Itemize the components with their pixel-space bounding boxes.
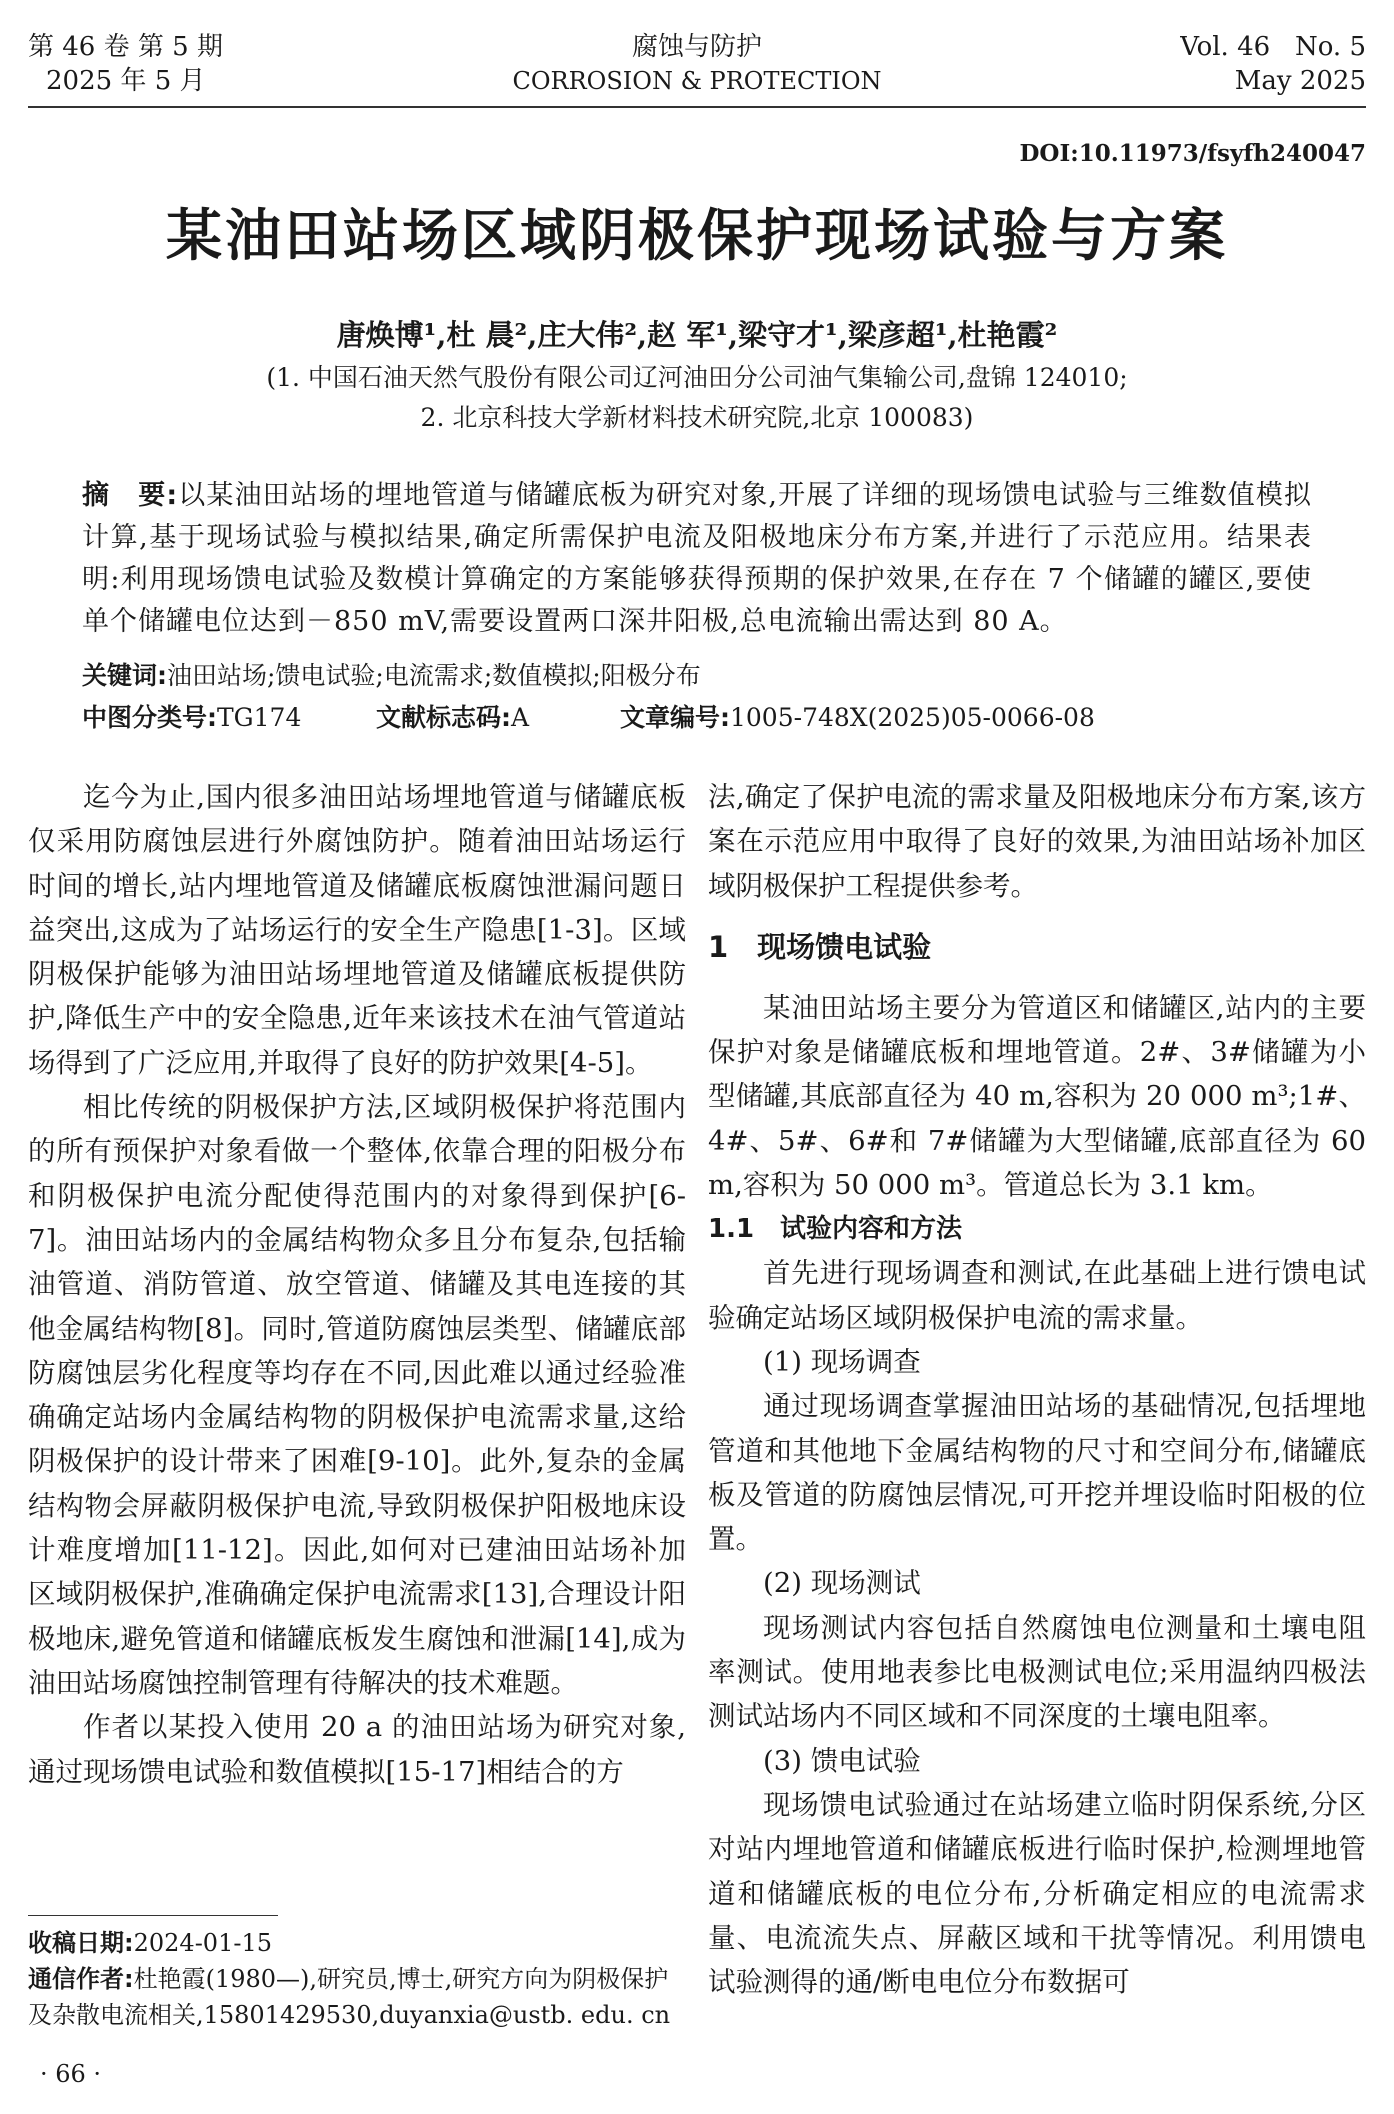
- doi[interactable]: DOI:10.11973/fsyfh240047: [1019, 140, 1366, 167]
- body-paragraph: 首先进行现场调查和测试,在此基础上进行馈电试验确定站场区域阴极保护电流的需求量。: [708, 1257, 1366, 1334]
- article-title: 某油田站场区域阴极保护现场试验与方案: [166, 204, 1228, 269]
- header-volume: [28, 30, 223, 98]
- footnote-divider: [28, 1915, 278, 1916]
- left-column: [28, 775, 686, 1794]
- abstract: [82, 475, 1312, 643]
- body-paragraph: 相比传统的阴极保护方法,区域阴极保护将范围内的所有预保护对象看做一个整体,依靠合理的阳极分布和阴极保护电流分配使得范围内的对象得到保护[6-7]。油田站场内的金属结构物众多且分布复杂,包括输油管道、消防管道、放空管道、储罐及其电连接的其他金属结构物[8]。同时,管道防腐蚀层类型、储罐底部防腐蚀层劣化程度等均存在不同,因此难以通过经验准确确定站场内金属结构物的阴极保护电流需求量,这给阴极保护的设计带来了困难[9-10]。此外,复杂的金属结构物会屏蔽阴极保护电流,导致阴极保护阳极地床设计难度增加[11-12]。因此,如何对已建油田站场补加区域阴极保护,准确确定保护电流需求[13],合理设计阳极地床,避免管道和储罐底板发生腐蚀和泄漏[14],成为油田站场腐蚀控制管理有待解决的技术难题。: [28, 1091, 686, 1699]
- header-volume-en: [1180, 30, 1366, 98]
- subsection-heading: 1.1 试验内容和方法: [708, 1214, 963, 1245]
- journal-name-en: CORROSION & PROTECTION: [512, 67, 882, 95]
- received-value: 2024-01-15: [133, 1929, 272, 1957]
- classification-row: [82, 698, 301, 734]
- header-date-en: May 2025: [1234, 66, 1366, 96]
- received-label: 收稿日期:: [28, 1929, 134, 1957]
- header-volume-issue: 第 46 卷 第 5 期: [28, 32, 223, 62]
- affiliation-line-2: 2. 北京科技大学新材料技术研究院,北京 100083): [420, 403, 974, 432]
- abstract-text: 以某油田站场的埋地管道与储罐底板为研究对象,开展了详细的现场馈电试验与三维数值模拟计算,基于现场试验与模拟结果,确定所需保护电流及阳极地床分布方案,并进行了示范应用。结果表明:利用现场馈电试验及数模计算确定的方案能够获得预期的保护效果,在存在 7 个储罐的罐区,要使单个储罐电位达到－850 mV,需要设置两口深井阳极,总电流输出需达到 80 A。: [82, 480, 1312, 637]
- footnote: [28, 1925, 688, 2033]
- body-paragraph: 现场馈电试验通过在站场建立临时阴保系统,分区对站内埋地管道和储罐底板进行临时保护,检测埋地管道和储罐底板的电位分布,分析确定相应的电流需求量、电流流失点、屏蔽区域和干扰等情况。利用馈电试验测得的通/断电电位分布数据可: [708, 1788, 1366, 1999]
- body-paragraph: 现场测试内容包括自然腐蚀电位测量和土壤电阻率测试。使用地表参比电极测试电位;采用温纳四极法测试站场内不同区域和不同深度的土壤电阻率。: [708, 1611, 1366, 1733]
- clc-value: TG174: [217, 703, 302, 732]
- received-date: [28, 1925, 688, 1961]
- doc-code: [376, 698, 529, 734]
- section-heading: 1 现场馈电试验: [708, 929, 932, 964]
- article-number-label: 文章编号:: [620, 703, 730, 732]
- corresponding-label: 通信作者:: [28, 1965, 134, 1993]
- author-list: 唐焕博¹,杜 晨²,庄大伟²,赵 军¹,梁守才¹,梁彦超¹,杜艳霞²: [336, 318, 1058, 352]
- header-date: 2025 年 5 月: [46, 66, 206, 96]
- article-number: [620, 698, 1095, 734]
- body-paragraph: 某油田站场主要分为管道区和储罐区,站内的主要保护对象是储罐底板和埋地管道。2#、3#储罐为小型储罐,其底部直径为 40 m,容积为 20 000 m³;1#、4#、5#、6#和 7#储罐为大型储罐,底部直径为 60 m,容积为 50 000 m³。管道总长为 3.1 km。: [708, 991, 1366, 1202]
- header-volume-issue-en: Vol. 46 No. 5: [1180, 32, 1366, 62]
- doc-code-value: A: [511, 703, 530, 732]
- body-paragraph: 迄今为止,国内很多油田站场埋地管道与储罐底板仅采用防腐蚀层进行外腐蚀防护。随着油田站场运行时间的增长,站内埋地管道及储罐底板腐蚀泄漏问题日益突出,这成为了站场运行的安全生产隐患[1-3]。区域阴极保护能够为油田站场埋地管道及储罐底板提供防护,降低生产中的安全隐患,近年来该技术在油气管道站场得到了广泛应用,并取得了良好的防护效果[4-5]。: [28, 781, 686, 1079]
- step-heading: (3) 馈电试验: [763, 1744, 921, 1777]
- body-paragraph: 作者以某投入使用 20 a 的油田站场为研究对象,通过现场馈电试验和数值模拟[15-17]相结合的方: [28, 1711, 686, 1788]
- page-number: · 66 ·: [40, 2060, 102, 2088]
- corresponding-author: [28, 1961, 688, 2033]
- affiliation-line-1: (1. 中国石油天然气股份有限公司辽河油田分公司油气集输公司,盘锦 124010;: [266, 363, 1128, 392]
- keywords-label: 关键词:: [82, 661, 167, 690]
- body-paragraph: 法,确定了保护电流的需求量及阳极地床分布方案,该方案在示范应用中取得了良好的效果,为油田站场补加区域阴极保护工程提供参考。: [708, 781, 1366, 902]
- header-journal: [447, 30, 947, 98]
- journal-name-cn: 腐蚀与防护: [631, 32, 762, 62]
- right-column: [708, 775, 1366, 2004]
- keywords: [82, 656, 701, 692]
- article-number-value: 1005-748X(2025)05-0066-08: [730, 703, 1095, 732]
- clc-label: 中图分类号:: [82, 703, 217, 732]
- body-paragraph: 通过现场调查掌握油田站场的基础情况,包括埋地管道和其他地下金属结构物的尺寸和空间分布,储罐底板及管道的防腐蚀层情况,可开挖并埋设临时阳极的位置。: [708, 1390, 1366, 1556]
- corresponding-value: 杜艳霞(1980—),研究员,博士,研究方向为阴极保护及杂散电流相关,15801429530,duyanxia@ustb. edu. cn: [28, 1965, 671, 2029]
- step-heading: (2) 现场测试: [763, 1567, 921, 1600]
- abstract-label: 摘 要:: [82, 480, 179, 511]
- doc-code-label: 文献标志码:: [376, 703, 511, 732]
- step-heading: (1) 现场调查: [763, 1345, 921, 1378]
- header-divider: [28, 106, 1366, 108]
- keywords-text: 油田站场;馈电试验;电流需求;数值模拟;阳极分布: [167, 661, 701, 690]
